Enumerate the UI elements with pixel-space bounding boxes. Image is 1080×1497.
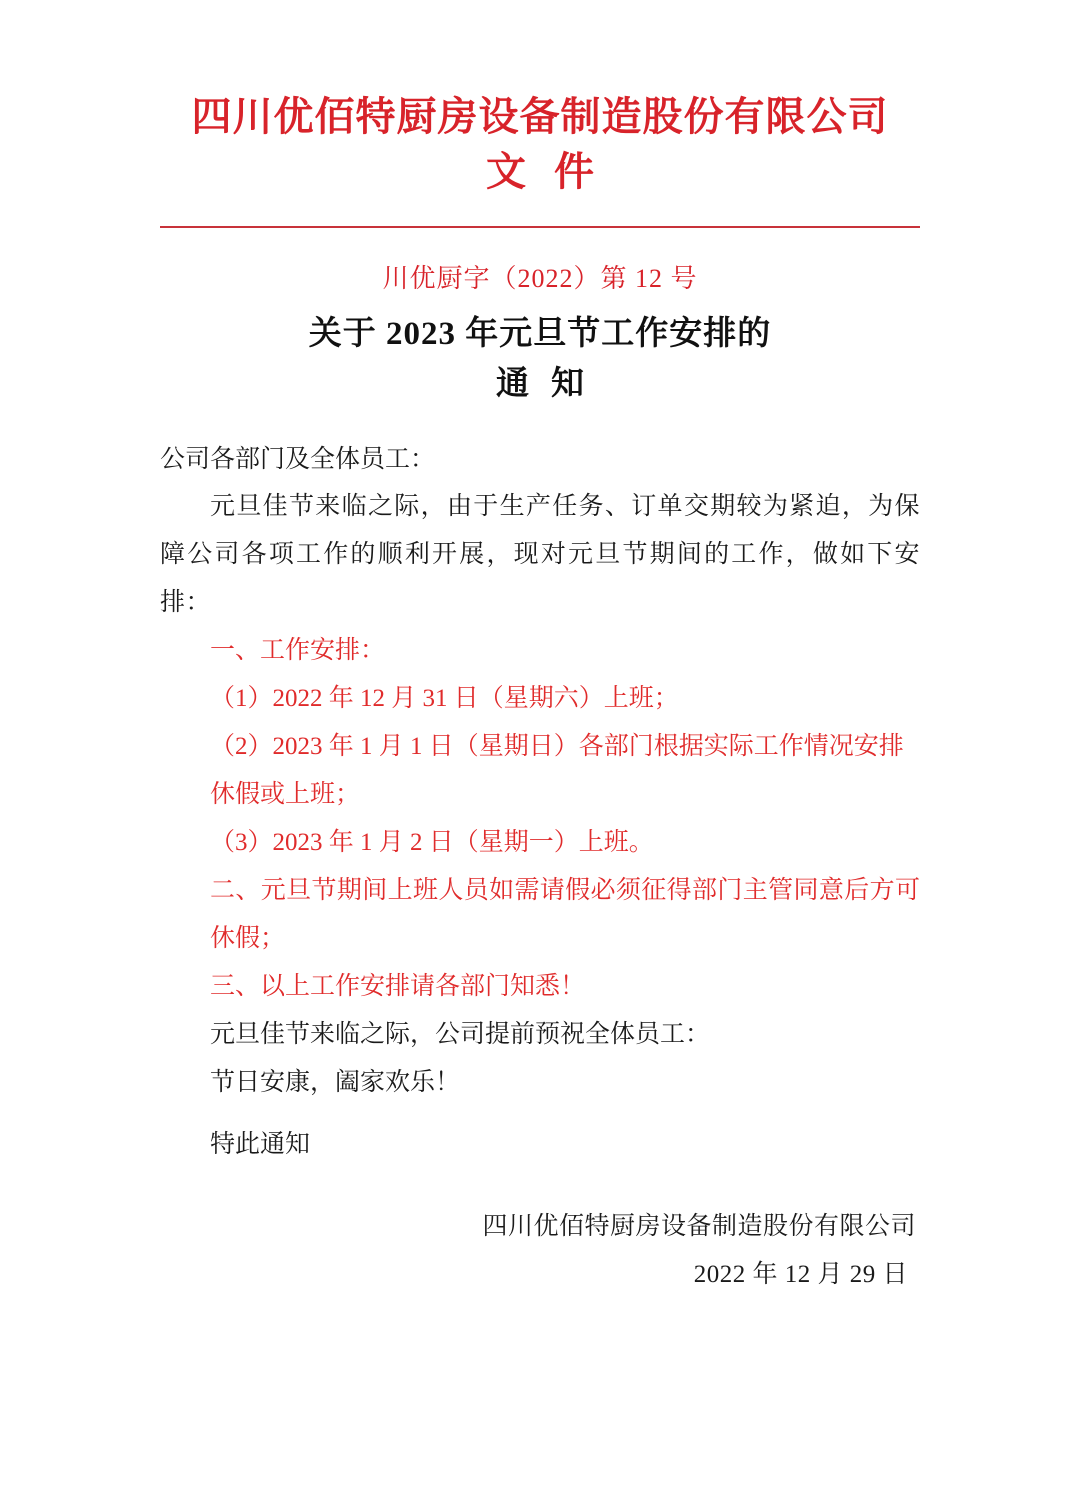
signature-date: 2022 年 12 月 29 日	[693, 1261, 908, 1289]
wish-line-2: 节日安康，阖家欢乐！	[210, 1069, 461, 1097]
work-item-3: （3）2023 年 1 月 2 日（星期一）上班。	[210, 829, 654, 857]
document-title-line2: 通知	[496, 366, 606, 403]
document-body	[160, 436, 920, 1301]
signature-block	[160, 1203, 920, 1301]
closing-note: 特此通知	[210, 1131, 311, 1159]
section-one-heading: 一、工作安排：	[210, 637, 386, 665]
salutation: 公司各部门及全体员工：	[160, 445, 436, 473]
wish-line-1: 元旦佳节来临之际，公司提前预祝全体员工：	[210, 1021, 711, 1049]
intro-paragraph: 元旦佳节来临之际，由于生产任务、订单交期较为紧迫，为保障公司各项工作的顺利开展，现对元旦节期间的工作，做如下安排：	[160, 493, 920, 617]
work-item-2: （2）2023 年 1 月 1 日（星期日）各部门根据实际工作情况安排休假或上班；	[210, 733, 904, 809]
masthead-company-name: 四川优佰特厨房设备制造股份有限公司	[191, 94, 889, 139]
work-item-1: （1）2022 年 12 月 31 日（星期六）上班；	[210, 685, 679, 713]
masthead	[160, 0, 920, 202]
section-three-paragraph: 三、以上工作安排请各部门知悉！	[210, 973, 586, 1001]
signature-company: 四川优佰特厨房设备制造股份有限公司	[482, 1212, 916, 1240]
document-title-line1: 关于 2023 年元旦节工作安排的	[308, 316, 772, 352]
red-divider-rule	[160, 226, 920, 228]
document-number: 川优厨字（2022）第 12 号	[382, 264, 698, 293]
masthead-document-word: 文件	[486, 149, 622, 194]
section-two-paragraph: 二、元旦节期间上班人员如需请假必须征得部门主管同意后方可休假；	[210, 877, 920, 953]
